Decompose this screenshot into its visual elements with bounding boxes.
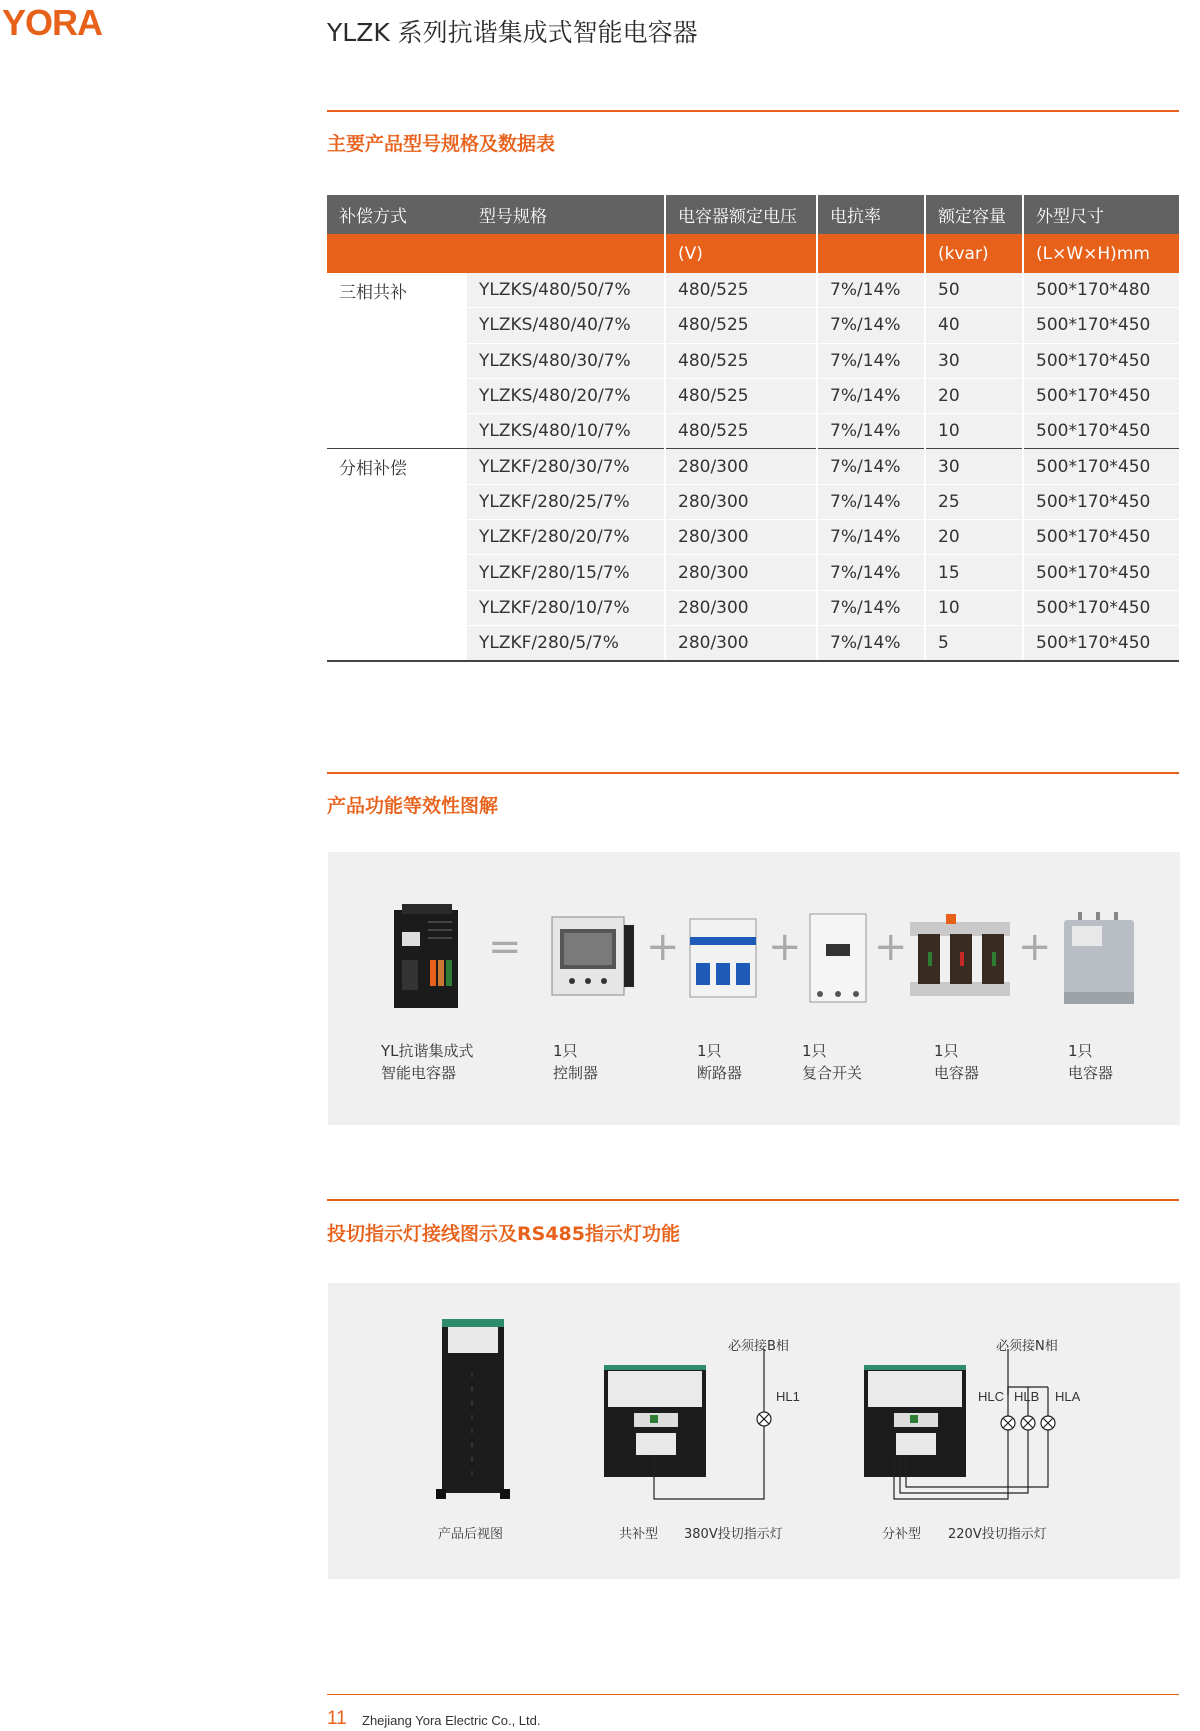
unit-dimensions: (L×W×H)mm	[1023, 234, 1179, 273]
cell-dimensions: 500*170*480	[1023, 273, 1179, 308]
cell-mode	[327, 590, 467, 625]
cell-reactance: 7%/14%	[817, 343, 925, 378]
cell-model: YLZKF/280/25/7%	[467, 484, 665, 519]
label-hlb: HLB	[1014, 1389, 1040, 1404]
cell-model: YLZKS/480/40/7%	[467, 308, 665, 343]
cell-voltage: 480/525	[665, 378, 817, 413]
cell-capacity: 15	[925, 555, 1023, 590]
table-row	[327, 555, 1179, 590]
cell-mode	[327, 484, 467, 519]
cell-capacity: 20	[925, 378, 1023, 413]
caption-rear-view: 产品后视图	[438, 1527, 504, 1542]
cell-reactance: 7%/14%	[817, 308, 925, 343]
cell-voltage: 480/525	[665, 308, 817, 343]
table-row	[327, 449, 1179, 484]
label-must-b-phase: 必须接B相	[728, 1339, 789, 1354]
cell-mode	[327, 378, 467, 413]
table-row	[327, 308, 1179, 343]
cell-model: YLZKS/480/50/7%	[467, 273, 665, 308]
cell-voltage: 280/300	[665, 520, 817, 555]
cell-mode	[327, 414, 467, 449]
reactor-image	[906, 912, 1014, 1004]
plus-sign: +	[646, 924, 680, 970]
footer-rule	[327, 1694, 1179, 1695]
section-title-wiring: 投切指示灯接线图示及RS485指示灯功能	[327, 1223, 680, 1245]
page-title: YLZK 系列抗谐集成式智能电容器	[327, 18, 698, 47]
header-model: 型号规格	[467, 195, 665, 234]
cell-mode	[327, 520, 467, 555]
cell-capacity: 30	[925, 449, 1023, 484]
rear-view-image	[436, 1319, 510, 1499]
cell-reactance: 7%/14%	[817, 378, 925, 413]
caption-composite-switch: 1只 复合开关	[802, 1042, 863, 1082]
cell-voltage: 280/300	[665, 625, 817, 661]
cell-reactance: 7%/14%	[817, 520, 925, 555]
cell-capacity: 20	[925, 520, 1023, 555]
caption-capacitor: 1只 电容器	[934, 1042, 980, 1082]
cell-mode: 分相补偿	[327, 449, 467, 484]
label-hlc: HLC	[978, 1389, 1005, 1404]
breaker-image	[688, 917, 758, 999]
split-type-unit	[864, 1365, 966, 1477]
section-rule	[327, 1199, 1179, 1201]
table-unit-row	[327, 234, 1179, 273]
header-dimensions: 外型尺寸	[1023, 195, 1179, 234]
cell-dimensions: 500*170*450	[1023, 449, 1179, 484]
cell-capacity: 10	[925, 590, 1023, 625]
label-hl1: HL1	[776, 1389, 800, 1404]
company-name: Zhejiang Yora Electric Co., Ltd.	[362, 1713, 541, 1728]
cell-reactance: 7%/14%	[817, 273, 925, 308]
cell-model: YLZKF/280/30/7%	[467, 449, 665, 484]
section-title-spec: 主要产品型号规格及数据表	[327, 133, 556, 155]
cell-capacity: 5	[925, 625, 1023, 661]
cell-model: YLZKF/280/15/7%	[467, 555, 665, 590]
unit-voltage: (V)	[665, 234, 817, 273]
cell-dimensions: 500*170*450	[1023, 308, 1179, 343]
section-title-equiv: 产品功能等效性图解	[327, 795, 499, 817]
spec-table	[327, 195, 1179, 662]
cell-model: YLZKF/280/5/7%	[467, 625, 665, 661]
table-row	[327, 590, 1179, 625]
cell-dimensions: 500*170*450	[1023, 555, 1179, 590]
cell-dimensions: 500*170*450	[1023, 484, 1179, 519]
cell-mode	[327, 555, 467, 590]
brand-logo: YORA	[2, 2, 103, 43]
cell-voltage: 480/525	[665, 273, 817, 308]
plus-sign: +	[1018, 924, 1052, 970]
cell-voltage: 280/300	[665, 555, 817, 590]
table-row	[327, 484, 1179, 519]
cell-mode	[327, 308, 467, 343]
plus-sign: +	[874, 924, 908, 970]
cell-model: YLZKF/280/20/7%	[467, 520, 665, 555]
wiring-panel	[328, 1283, 1180, 1579]
cell-dimensions: 500*170*450	[1023, 520, 1179, 555]
cell-voltage: 280/300	[665, 484, 817, 519]
unit-reactance	[817, 234, 925, 273]
table-header-row	[327, 195, 1179, 234]
cell-reactance: 7%/14%	[817, 484, 925, 519]
cell-capacity: 40	[925, 308, 1023, 343]
cell-voltage: 480/525	[665, 414, 817, 449]
table-row	[327, 273, 1179, 308]
unit-mode	[327, 234, 467, 273]
cell-dimensions: 500*170*450	[1023, 625, 1179, 661]
cell-voltage: 480/525	[665, 343, 817, 378]
cell-model: YLZKS/480/20/7%	[467, 378, 665, 413]
table-row	[327, 378, 1179, 413]
cell-reactance: 7%/14%	[817, 555, 925, 590]
table-row	[327, 414, 1179, 449]
cell-voltage: 280/300	[665, 449, 817, 484]
equivalence-panel	[328, 852, 1180, 1125]
cell-dimensions: 500*170*450	[1023, 343, 1179, 378]
unit-capacity: (kvar)	[925, 234, 1023, 273]
smart-capacitor-image	[390, 902, 465, 1010]
capacitor-image	[1058, 910, 1140, 1006]
header-mode: 补偿方式	[327, 195, 467, 234]
cell-dimensions: 500*170*450	[1023, 378, 1179, 413]
cell-reactance: 7%/14%	[817, 625, 925, 661]
composite-switch-image	[808, 912, 870, 1004]
caption-capacitor: 1只 电容器	[1068, 1042, 1114, 1082]
table-row	[327, 625, 1179, 661]
cell-capacity: 50	[925, 273, 1023, 308]
header-reactance: 电抗率	[817, 195, 925, 234]
cell-model: YLZKF/280/10/7%	[467, 590, 665, 625]
cell-capacity: 25	[925, 484, 1023, 519]
unit-model	[467, 234, 665, 273]
caption-common-type: 共补型	[619, 1527, 659, 1542]
cell-reactance: 7%/14%	[817, 590, 925, 625]
cell-capacity: 30	[925, 343, 1023, 378]
header-voltage: 电容器额定电压	[665, 195, 817, 234]
section-rule	[327, 110, 1179, 112]
cell-voltage: 280/300	[665, 590, 817, 625]
controller-image	[550, 915, 636, 997]
cell-reactance: 7%/14%	[817, 449, 925, 484]
cell-mode	[327, 625, 467, 661]
caption-common-lamp: 380V投切指示灯	[684, 1527, 783, 1542]
cell-capacity: 10	[925, 414, 1023, 449]
caption-split-type: 分补型	[882, 1527, 922, 1542]
page-number: 11	[327, 1708, 347, 1729]
plus-sign: +	[768, 924, 802, 970]
section-rule	[327, 772, 1179, 774]
label-hla: HLA	[1055, 1389, 1081, 1404]
cell-model: YLZKS/480/10/7%	[467, 414, 665, 449]
cell-dimensions: 500*170*450	[1023, 414, 1179, 449]
table-row	[327, 343, 1179, 378]
caption-breaker: 1只 断路器	[697, 1042, 743, 1082]
caption-smart-capacitor: YL抗谐集成式 智能电容器	[381, 1042, 474, 1082]
equals-sign: =	[488, 924, 522, 970]
cell-model: YLZKS/480/30/7%	[467, 343, 665, 378]
header-capacity: 额定容量	[925, 195, 1023, 234]
cell-reactance: 7%/14%	[817, 414, 925, 449]
table-row	[327, 520, 1179, 555]
cell-mode: 三相共补	[327, 273, 467, 308]
caption-controller: 1只 控制器	[553, 1042, 599, 1082]
common-type-unit	[604, 1365, 706, 1477]
label-must-n-phase: 必须接N相	[996, 1339, 1058, 1354]
cell-mode	[327, 343, 467, 378]
cell-dimensions: 500*170*450	[1023, 590, 1179, 625]
caption-split-lamp: 220V投切指示灯	[948, 1527, 1047, 1542]
